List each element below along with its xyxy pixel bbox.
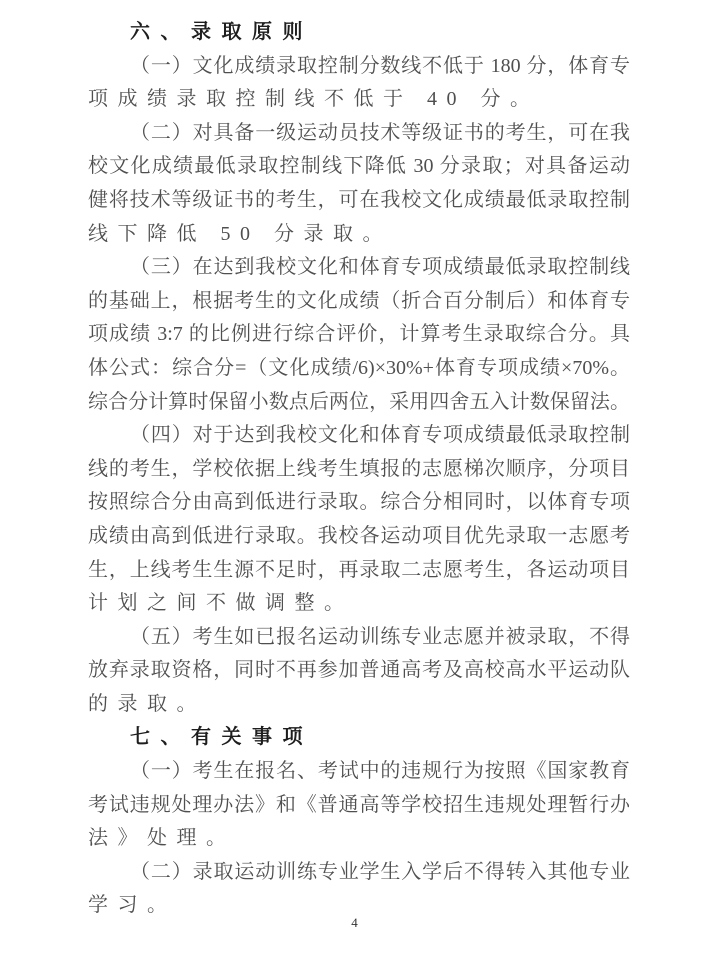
text-line: 按照综合分由高到低进行录取。综合分相同时，以体育专项 bbox=[88, 491, 630, 514]
text-line: 线下降低 50 分录取。 bbox=[88, 222, 392, 245]
text-line: 体公式：综合分=（文化成绩/6)×30%+体育专项成绩×70%。 bbox=[88, 356, 630, 379]
text-line: 的基础上，根据考生的文化成绩（折合百分制后）和体育专 bbox=[88, 289, 630, 312]
text-line: 线的考生，学校依据上线考生填报的志愿梯次顺序，分项目 bbox=[88, 457, 630, 480]
text-line: 生，上线考生生源不足时，再录取二志愿考生，各运动项目 bbox=[88, 558, 630, 581]
text-line: （一）文化成绩录取控制分数线不低于 180 分，体育专 bbox=[130, 54, 630, 77]
text-line: （五）考生如已报名运动训练专业志愿并被录取，不得 bbox=[130, 625, 630, 648]
document-content bbox=[88, 16, 630, 923]
text-line: 项成绩 3:7 的比例进行综合评价，计算考生录取综合分。具 bbox=[88, 323, 630, 346]
text-line: （三）在达到我校文化和体育专项成绩最低录取控制线 bbox=[130, 256, 630, 279]
text-line: 健将技术等级证书的考生，可在我校文化成绩最低录取控制 bbox=[88, 188, 630, 211]
page-number: 4 bbox=[351, 915, 358, 930]
text-line: 考试违规处理办法》和《普通高等学校招生违规处理暂行办 bbox=[88, 793, 630, 816]
text-line: （二）对具备一级运动员技术等级证书的考生，可在我 bbox=[130, 121, 630, 144]
text-line: （四）对于达到我校文化和体育专项成绩最低录取控制 bbox=[130, 424, 630, 447]
section-heading: 七、有关事项 bbox=[130, 726, 313, 749]
text-line: 放弃录取资格，同时不再参加普通高考及高校高水平运动队 bbox=[88, 659, 630, 682]
text-line: 校文化成绩最低录取控制线下降低 30 分录取；对具备运动 bbox=[88, 155, 630, 178]
section-heading: 六、录取原则 bbox=[130, 21, 313, 43]
text-line: 成绩由高到低进行录取。我校各运动项目优先录取一志愿考 bbox=[88, 524, 630, 547]
text-line: （二）录取运动训练专业学生入学后不得转入其他专业 bbox=[130, 860, 630, 883]
text-line: 项成绩录取控制线不低于 40 分。 bbox=[88, 88, 540, 111]
text-line: 法》处理。 bbox=[88, 827, 236, 850]
text-line: 综合分计算时保留小数点后两位，采用四舍五入计数保留法。 bbox=[88, 390, 630, 413]
text-line: 计划之间不做调整。 bbox=[88, 592, 354, 615]
text-line: （一）考生在报名、考试中的违规行为按照《国家教育 bbox=[130, 760, 630, 783]
text-line: 学习。 bbox=[88, 894, 177, 917]
text-line: 的录取。 bbox=[88, 692, 206, 715]
